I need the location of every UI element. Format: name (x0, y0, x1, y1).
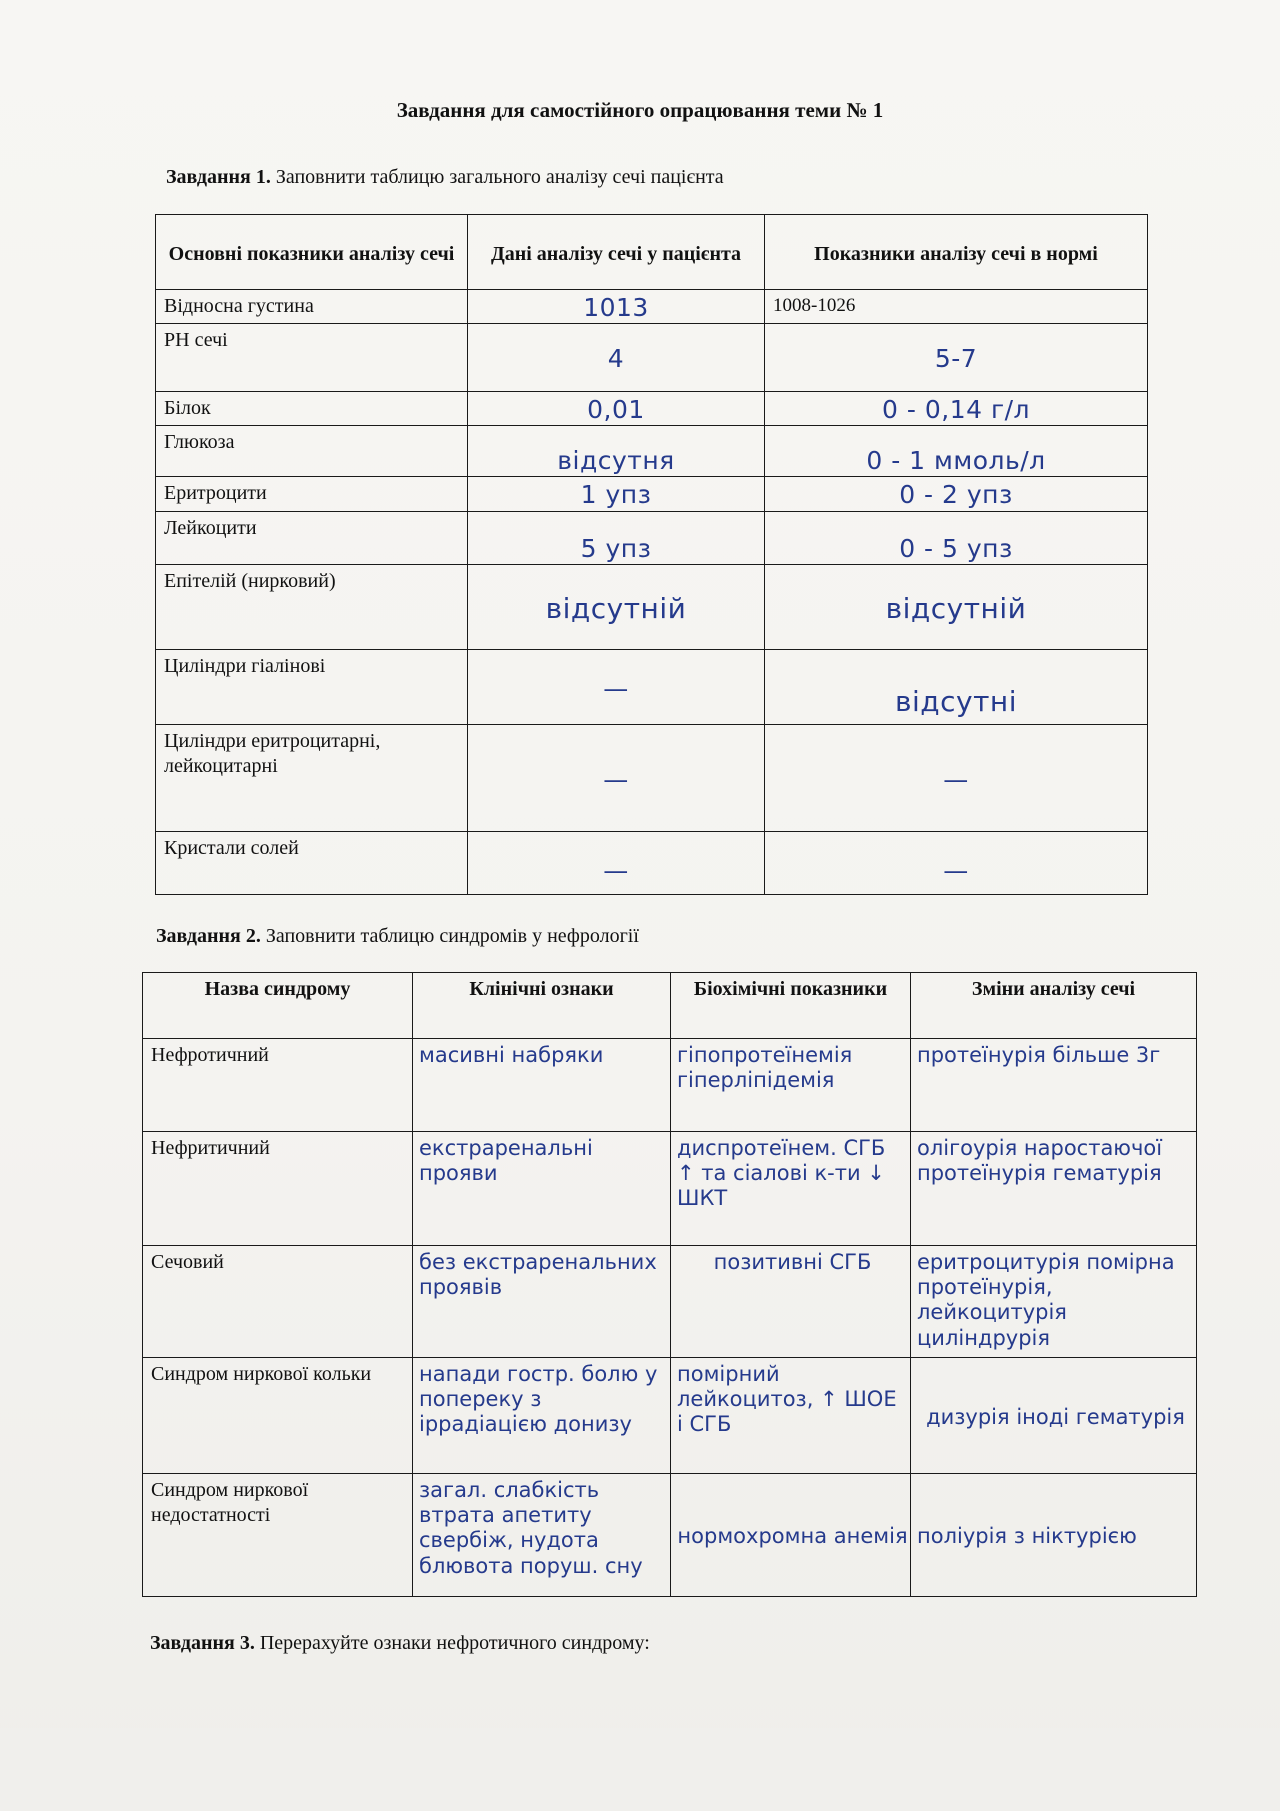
indicator-name: Циліндри гіалінові (156, 650, 468, 725)
indicator-name: Кристали солей (156, 832, 468, 895)
page-title: Завдання для самостійного опрацювання теми № 1 (396, 98, 884, 122)
patient-value: відсутня (468, 426, 765, 477)
norm-value: 0 - 0,14 г/л (765, 392, 1148, 426)
table-row (156, 512, 1148, 565)
clinical-signs: загал. слабкість втрата апетиту свербіж, нудота блювота поруш. сну (413, 1474, 671, 1597)
clinical-signs: без екстраренальних проявів (413, 1246, 671, 1358)
patient-value: 1 упз (468, 477, 765, 512)
indicator-name: Епітелій (нирковий) (156, 565, 468, 650)
urine-changes: протеїнурія більше 3г (911, 1039, 1197, 1132)
syndrome-name: Синдром ниркової недостатності (143, 1474, 413, 1597)
table-header-row (143, 973, 1197, 1039)
table-row (156, 477, 1148, 512)
task2-label: Завдання 2. (156, 925, 261, 947)
table-row (143, 1246, 1197, 1358)
urine-changes: поліурія з ніктурією (911, 1474, 1197, 1597)
norm-value: — (765, 725, 1148, 832)
norm-value: 0 - 2 упз (765, 477, 1148, 512)
indicator-name: Еритроцити (156, 477, 468, 512)
task1-label: Завдання 1. (166, 166, 271, 188)
indicator-name: Відносна густина (156, 290, 468, 324)
table-row (143, 1039, 1197, 1132)
biochemical-values: гіпопротеїнемія гіперліпідемія (671, 1039, 911, 1132)
urine-analysis-table (155, 214, 1148, 895)
clinical-signs: напади гостр. болю у попереку з іррадіацією донизу (413, 1358, 671, 1474)
table-row (156, 565, 1148, 650)
biochemical-values: нормохромна анемія (671, 1474, 911, 1597)
task2-text: Заповнити таблицю синдромів у нефрології (260, 925, 639, 947)
table-row (156, 290, 1148, 324)
task3-text: Перерахуйте ознаки нефротичного синдрому: (254, 1632, 650, 1654)
biochemical-values: помірний лейкоцитоз, ↑ ШОЕ і СГБ (671, 1358, 911, 1474)
task3-label: Завдання 3. (150, 1632, 255, 1654)
table-row (143, 1358, 1197, 1474)
patient-value: відсутній (468, 565, 765, 650)
patient-value: 0,01 (468, 392, 765, 426)
task3-heading (150, 1632, 650, 1655)
header-cell: Основні показники аналізу сечі (156, 215, 468, 290)
indicator-name: PH сечі (156, 324, 468, 392)
table-row (156, 650, 1148, 725)
header-cell: Дані аналізу сечі у пацієнта (468, 215, 765, 290)
syndrome-name: Сечовий (143, 1246, 413, 1358)
clinical-signs: екстраренальні прояви (413, 1132, 671, 1246)
patient-value: — (468, 725, 765, 832)
urine-changes: еритроцитурія помірна протеїнурія, лейкоцитурія циліндрурія (911, 1246, 1197, 1358)
indicator-name: Циліндри еритроцитарні, лейкоцитарні (156, 725, 468, 832)
urine-changes: олігоурія наростаючої протеїнурія гематурія (911, 1132, 1197, 1246)
table-row (156, 324, 1148, 392)
nephrology-syndromes-table (142, 972, 1197, 1597)
patient-value: 4 (468, 324, 765, 392)
patient-value: — (468, 832, 765, 895)
norm-value: — (765, 832, 1148, 895)
table-row (156, 725, 1148, 832)
task2-heading (156, 925, 639, 948)
table-row (143, 1474, 1197, 1597)
patient-value: 5 упз (468, 512, 765, 565)
clinical-signs: масивні набряки (413, 1039, 671, 1132)
norm-value: 5-7 (765, 324, 1148, 392)
table-row (156, 392, 1148, 426)
header-cell: Клінічні ознаки (413, 973, 671, 1039)
page-bottom-edge (0, 1728, 1280, 1811)
indicator-name: Білок (156, 392, 468, 426)
task1-text: Заповнити таблицю загального аналізу сечі пацієнта (270, 166, 724, 188)
norm-value: 0 - 5 упз (765, 512, 1148, 565)
table-row (156, 832, 1148, 895)
header-cell: Зміни аналізу сечі (911, 973, 1197, 1039)
table-row (143, 1132, 1197, 1246)
header-cell: Біохімічні показники (671, 973, 911, 1039)
biochemical-values: позитивні СГБ (671, 1246, 911, 1358)
patient-value: — (468, 650, 765, 725)
urine-changes: дизурія іноді гематурія (911, 1358, 1197, 1474)
syndrome-name: Синдром ниркової кольки (143, 1358, 413, 1474)
norm-value: 0 - 1 ммоль/л (765, 426, 1148, 477)
table-row (156, 426, 1148, 477)
biochemical-values: диспротеїнем. СГБ ↑ та сіалові к-ти ↓ ШКТ (671, 1132, 911, 1246)
patient-value: 1013 (468, 290, 765, 324)
header-cell: Назва синдрому (143, 973, 413, 1039)
syndrome-name: Нефротичний (143, 1039, 413, 1132)
indicator-name: Глюкоза (156, 426, 468, 477)
syndrome-name: Нефритичний (143, 1132, 413, 1246)
header-cell: Показники аналізу сечі в нормі (765, 215, 1148, 290)
indicator-name: Лейкоцити (156, 512, 468, 565)
table-header-row (156, 215, 1148, 290)
norm-value: відсутні (765, 650, 1148, 725)
norm-value: 1008-1026 (765, 290, 1148, 324)
task1-heading (166, 166, 724, 189)
norm-value: відсутній (765, 565, 1148, 650)
